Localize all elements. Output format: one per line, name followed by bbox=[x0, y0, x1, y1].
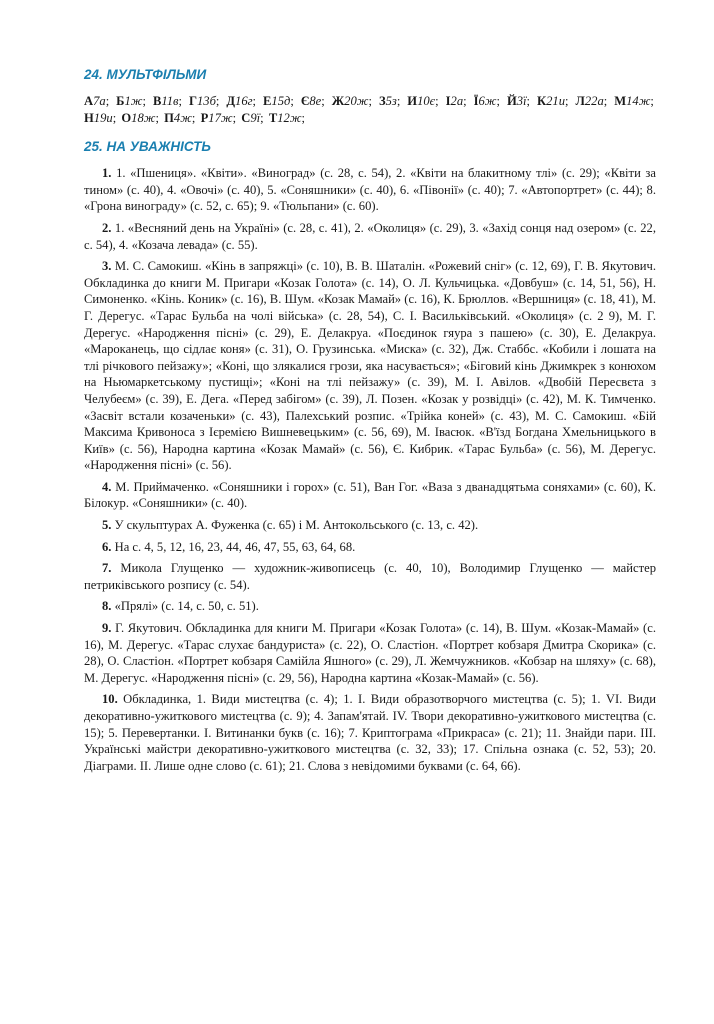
answer-letter: Н bbox=[84, 110, 94, 125]
paragraph-number: 2. bbox=[102, 220, 112, 235]
paragraph-number: 8. bbox=[102, 599, 112, 614]
answer-code: 11в bbox=[161, 94, 179, 108]
paragraph-number: 6. bbox=[102, 539, 112, 554]
answer-code: 8е bbox=[309, 94, 322, 108]
answer-letter: О bbox=[121, 110, 132, 125]
answer-pair: М14ж; bbox=[614, 94, 654, 108]
answer-code: 10є bbox=[417, 94, 436, 108]
answer-pair: О18ж; bbox=[121, 110, 159, 125]
answer-pair: Г13б; bbox=[188, 94, 220, 108]
answer-pair: Д16г; bbox=[226, 94, 257, 108]
paragraph-text: У скульптурах А. Фуженка (с. 65) і М. Антокольського (с. 13, с. 42). bbox=[111, 518, 479, 533]
answer-letter: Й bbox=[506, 94, 517, 108]
answer-letter: К bbox=[536, 94, 547, 108]
answer-letter: А bbox=[84, 94, 94, 108]
answer-letter: Е bbox=[263, 94, 272, 108]
answer-letter: Є bbox=[300, 94, 310, 108]
answer-pair: Л22а; bbox=[575, 94, 608, 108]
answer-code: 22а bbox=[584, 94, 604, 108]
answer-code: 5з bbox=[385, 94, 397, 108]
paragraph-text: 1. «Весняний день на Україні» (с. 28, с. 41), 2. «Околиця» (с. 29), 3. «Захід сонця над озером» (с. 22, с. 54), 4. «Козача левада» (с. 55). bbox=[84, 220, 656, 252]
answer-code: 9ї bbox=[250, 110, 261, 125]
paragraph-number: 9. bbox=[102, 621, 112, 636]
answer-paragraph bbox=[84, 258, 656, 474]
answer-code: 19и bbox=[93, 110, 113, 125]
answer-pair: Н19и; bbox=[84, 110, 117, 125]
section-25-title: 25. НА УВАЖНІСТЬ bbox=[84, 139, 211, 155]
answer-code: 17ж bbox=[208, 110, 233, 125]
answer-pair: Р17ж; bbox=[200, 110, 237, 125]
answer-letter: І bbox=[445, 94, 451, 108]
answer-letter: П bbox=[164, 110, 174, 125]
answer-code: 6ж bbox=[478, 94, 497, 108]
answer-code: 4ж bbox=[173, 110, 192, 125]
answer-letter: М bbox=[614, 94, 627, 108]
answer-code: 18ж bbox=[131, 110, 156, 125]
answer-pair: С9ї; bbox=[241, 110, 264, 125]
answer-code: 3ї bbox=[516, 94, 527, 108]
answer-letter: Р bbox=[200, 110, 209, 125]
answer-pair: А7а; bbox=[84, 94, 110, 108]
answer-letter: В bbox=[152, 94, 162, 108]
answer-code: 2а bbox=[450, 94, 464, 108]
answer-letter: Т bbox=[268, 110, 278, 125]
answer-code: 16г bbox=[235, 94, 253, 108]
answer-paragraph bbox=[84, 479, 656, 512]
section-24-title: 24. МУЛЬТФІЛЬМИ bbox=[84, 67, 207, 82]
answer-paragraph bbox=[84, 598, 656, 615]
answer-paragraph bbox=[84, 691, 656, 774]
answer-letter: Д bbox=[226, 94, 236, 108]
answer-paragraph bbox=[84, 560, 656, 593]
answer-code: 15д bbox=[271, 94, 291, 108]
answer-pair: К21и; bbox=[536, 94, 569, 108]
paragraph-number: 5. bbox=[102, 518, 112, 533]
answer-pair: В11в; bbox=[152, 94, 182, 108]
paragraph-text: М. Приймаченко. «Соняшники і горох» (с. 51), Ван Гог. «Ваза з дванадцятьма соняхами» (с. 60), К. Білокур. «Соняшники» (с. 40). bbox=[84, 479, 656, 511]
paragraph-text: Микола Глущенко — художник-живописець (с. 40, 10), Володимир Глущенко — майстер петриківського розпису (с. 54). bbox=[84, 561, 656, 592]
answer-code: 20ж bbox=[344, 94, 369, 108]
answer-paragraph bbox=[84, 165, 656, 215]
answer-letter: Б bbox=[116, 94, 125, 108]
answer-paragraph bbox=[84, 539, 656, 556]
paragraph-number: 10. bbox=[102, 692, 118, 707]
answer-letter: Ї bbox=[473, 94, 479, 108]
answer-letter: З bbox=[378, 94, 386, 108]
answer-pair: Ї6ж; bbox=[473, 94, 500, 108]
answer-pair: З5з; bbox=[378, 94, 401, 108]
answer-pair: Є8е; bbox=[300, 94, 325, 108]
answer-code: 14ж bbox=[626, 94, 651, 108]
paragraph-text: М. С. Самокиш. «Кінь в запряжці» (с. 10), В. В. Шаталін. «Рожевий сніг» (с. 12, 69), Г. В. Якутович. Обкладинка до книги М. Пригари «Козак Голота» (с. 14), О. Л. Кульчицька. «Довбуш» (с. 14, 51, 56), Н. Симоненко. «Кінь. Коник» (с. 16), В. Шум. «Козак Мамай» (с. 16), К. Брюллов. «Вершниця» (с. 18, 41), М. Г. Дерегус. «Тарас Бульба на чолі війська» (с. 28, 54), С. І. Васильківський. «Околиця» (с. 2 9), М. Г. Дерегус. «Народження пісні» (с. 29), Е. Делакруа. «Поєдинок гяура з пашею» (с. 30), Е. Делакруа. «Мароканець, що сідлає коня» (с. 31), О. Грузинська. «Миска» (с. 32), Дж. Стаббс. «Кобили і лошата на тлі річкового пейзажу»; «Коні, що злякалися грози, яка насувається»; «Біговий кінь Джимкрек з конюхом на Ньюмаркетському пустищі»; «Коні на тлі пейзажу» (с. 39), М. І. Авілов. «Двобій Пересвєта з Челубеєм» (с. 39), Е. Дега. «Перед забігом» (с. 39), Л. Позен. «Козак у розвідці» (с. 42), М. К. Тимченко. «Засвіт встали козаченьки» (с. 43), Палехський розпис. «Трійка коней» (с. 43), М. С. Самокиш. «Бій Максима Кривоноса з Ієремією Вишневецьким» (с. 56, 69), М. Івасюк. «В'їзд Богдана Хмельницького в Київ» (с. 56), Народна картина «Козак Мамай» (с. 56), Є. Кибрик. «Тарас Бульба» (с. 56), М. Дерегус. «Народження пісні» (с. 56). bbox=[84, 259, 656, 473]
answer-letter: Г bbox=[188, 94, 197, 108]
paragraph-number: 1. bbox=[102, 166, 112, 181]
paragraph-number: 4. bbox=[102, 479, 112, 494]
paragraph-text: Обкладинка, 1. Види мистецтва (с. 4); 1. І. Види образотворчого мистецтва (с. 5); 1. VI. Види декоративно-ужиткового мистецтва (с. 9); 4. Запам'ятай. IV. Твори декоративно-ужиткового мистецтва (с. 15); 5. Перевертанки. І. Витинанки букв (с. 16); 7. Криптограма «Прикраса» (с. 21); 11. Знайди пари. ІІІ. Українські майстри декоративно-ужиткового мистецтва (с. 32, 33); 17. Спільна ознака (с. 52, 53); 20. Діаграми. ІІ. Лише одне слово (с. 61); 21. Слова з невідомими буквами (с. 64, 66). bbox=[84, 692, 656, 773]
answer-code: 12ж bbox=[277, 110, 302, 125]
paragraph-text: 1. «Пшениця». «Квіти». «Виноград» (с. 28, с. 54), 2. «Квіти на блакитному тлі» (с. 29); «Квіти за тином» (с. 40), 4. «Овочі» (с. 40), 5. «Соняшники» (с. 40), 6. «Півонії» (с. 40); 7. «Автопортрет» (с. 44); 8. «Грона винограду» (с. 52, с. 65); 9. «Тюльпани» (с. 60). bbox=[84, 166, 656, 214]
answer-letter: Ж bbox=[331, 94, 345, 108]
paragraph-text: На с. 4, 5, 12, 16, 23, 44, 46, 47, 55, 63, 64, 68. bbox=[111, 539, 356, 554]
answer-paragraph bbox=[84, 620, 656, 686]
answer-pair: Б1ж; bbox=[116, 94, 146, 108]
answer-code: 13б bbox=[196, 94, 216, 108]
answer-pair: Т12ж; bbox=[268, 110, 306, 125]
answer-code: 21и bbox=[546, 94, 566, 108]
paragraph-text: Г. Якутович. Обкладинка для книги М. Пригари «Козак Голота» (с. 14), В. Шум. «Козак-Мамай» (с. 16), М. Дерегус. «Тарас слухає бандуриста» (с. 22), О. Сластіон. «Портрет кобзаря Дмитра Скорика» (с. 28), О. Сластіон. «Портрет кобзаря Самійла Яшного» (с. 29), Л. Жемчужников. «Кобзар на шляху» (с. 68), М. Дерегус. «Народження пісні» (с. 29, 56), Народна картина «Козак-Мамай» (с. 56). bbox=[84, 621, 656, 685]
answer-letter: И bbox=[407, 94, 418, 108]
answer-paragraph bbox=[84, 220, 656, 253]
answer-pair: Ж20ж; bbox=[331, 94, 372, 108]
answer-pair: И10є; bbox=[407, 94, 439, 108]
answer-key-page bbox=[84, 66, 656, 779]
answer-pair: І2а; bbox=[445, 94, 467, 108]
paragraph-number: 3. bbox=[102, 259, 112, 274]
answer-pair: Й3ї; bbox=[506, 94, 531, 108]
answer-paragraph bbox=[84, 517, 656, 534]
answer-letter: С bbox=[241, 110, 251, 125]
answer-pair: П4ж; bbox=[164, 110, 196, 125]
answer-code: 1ж bbox=[124, 94, 143, 108]
answer-letter: Л bbox=[575, 94, 585, 108]
paragraph-number: 7. bbox=[102, 561, 112, 576]
answer-code: 7а bbox=[93, 94, 106, 108]
paragraph-text: «Прялі» (с. 14, с. 50, с. 51). bbox=[111, 599, 259, 614]
section-25-items bbox=[84, 165, 656, 774]
section-24-answers bbox=[84, 93, 656, 126]
answer-pair: Е15д; bbox=[263, 94, 294, 108]
